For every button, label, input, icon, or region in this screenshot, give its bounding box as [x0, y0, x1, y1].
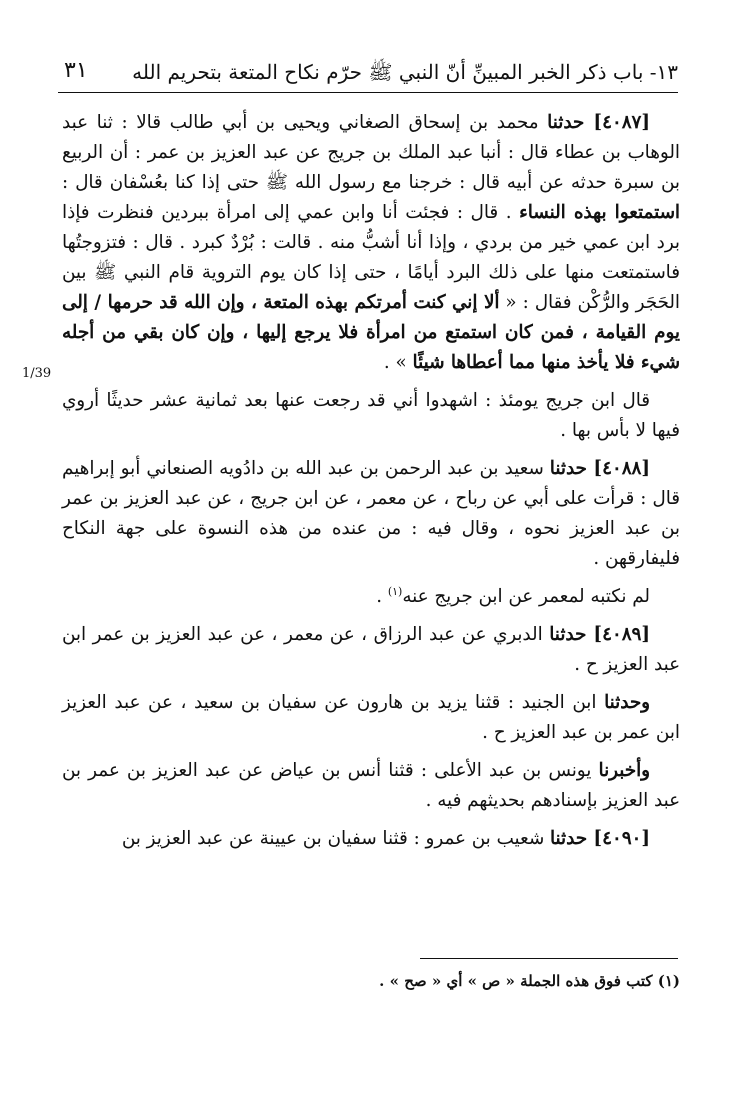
paragraph	[62, 108, 680, 378]
bold-text: حدثنا	[549, 828, 588, 849]
paragraph	[62, 688, 680, 748]
bold-text: [٤٠٩٠]	[587, 828, 650, 849]
text-segment: لم نكتبه لمعمر عن ابن جريج عنه	[402, 586, 650, 607]
chapter-title: ١٣- باب ذكر الخبر المبينِّ أنّ النبي ﷺ حرّم نكاح المتعة بتحريم الله	[132, 60, 678, 84]
footnote: (١) كتب فوق هذه الجملة « ص » أي « صح » .	[379, 972, 680, 990]
bold-text: [٤٠٨٩]	[586, 624, 651, 645]
footnote-marker: (١)	[387, 584, 403, 598]
text-segment: محمد بن إسحاق الصغاني ويحيى بن أبي طالب قالا : ثنا عبد الوهاب بن عطاء قال : أنبا عبد الملك بن جريج عن عبد العزيز بن عمر : أن الربيع بن سبرة حدثه عن أبيه قال : خرجنا مع رسول الله ﷺ حتى إذا كنا بعُسْفان قال :	[62, 112, 680, 193]
text-segment: شعيب بن عمرو : قثنا سفيان بن عيينة عن عبد العزيز بن	[121, 828, 550, 849]
paragraph	[62, 454, 680, 574]
page-number: ٣١	[64, 58, 88, 83]
bold-text: وحدثنا	[604, 692, 650, 713]
text-segment: يونس بن عبد الأعلى : قثنا أنس بن عياض عن عبد العزيز بن عمر بن عبد العزيز بإسنادهم بحديثهم فيه .	[62, 760, 680, 811]
page-header	[58, 56, 678, 93]
margin-reference: 1/39	[22, 366, 52, 381]
hadith-text-body	[62, 108, 680, 862]
bold-text: وأخبرنا	[598, 760, 650, 781]
text-segment: الدبري عن عبد الرزاق ، عن معمر ، عن عبد العزيز بن عمر ابن عبد العزيز ح .	[62, 624, 680, 675]
paragraph	[62, 386, 680, 446]
bold-text: حدثنا	[549, 458, 587, 479]
paragraph	[62, 582, 680, 612]
bold-text: ألا إني كنت أمرتكم بهذه المتعة ، وإن الله قد حرمها / إلى يوم القيامة ، فمن كان استمتع من امرأة فلا يرجع إليها ، وإن كان بقي من أجله شيء فلا يأخذ منها مما أعطاها شيئًا	[62, 292, 680, 373]
footnote-separator	[420, 958, 678, 959]
bold-text: حدثنا	[547, 112, 585, 133]
text-segment: ابن الجنيد : قثنا يزيد بن هارون عن سفيان بن سعيد ، عن عبد العزيز ابن عمر بن عبد العزيز ح .	[62, 692, 680, 743]
bold-text: حدثنا	[549, 624, 587, 645]
bold-text: [٤٠٨٧]	[584, 112, 650, 133]
text-segment: .	[376, 586, 388, 607]
text-segment: » .	[383, 352, 413, 373]
text-segment: قال ابن جريج يومئذ : اشهدوا أني قد رجعت عنها بعد ثمانية عشر حديثًا أروي فيها لا بأس بها .	[62, 390, 680, 441]
bold-text: استمتعوا بهذه النساء	[519, 202, 680, 223]
text-segment: . قال : فجئت أنا وابن عمي إلى امرأة ببردين فنظرت فإذا برد ابن عمي خير من بردي ، وإذا أنا أشبُّ منه . قالت : بُرْدٌ كبرد . قال : فتزوجتُها فاستمتعت منها على ذلك البرد أيامًا ، حتى إذا كان يوم التروية قام النبي ﷺ بين الحَجَر والرُّكْن فقال : «	[62, 202, 680, 313]
bold-text: [٤٠٨٨]	[586, 458, 651, 479]
paragraph	[62, 620, 680, 680]
text-segment: سعيد بن عبد الرحمن بن عبد الله بن دادُويه الصنعاني أبو إبراهيم قال : قرأت على أبي عن رباح ، عن معمر ، عن ابن جريج ، عن عبد العزيز بن عمر بن عبد العزيز نحوه ، وقال فيه : من عنده من هذه النسوة على جهة النكاح فليفارقهن .	[62, 458, 680, 569]
paragraph	[62, 824, 680, 854]
paragraph	[62, 756, 680, 816]
